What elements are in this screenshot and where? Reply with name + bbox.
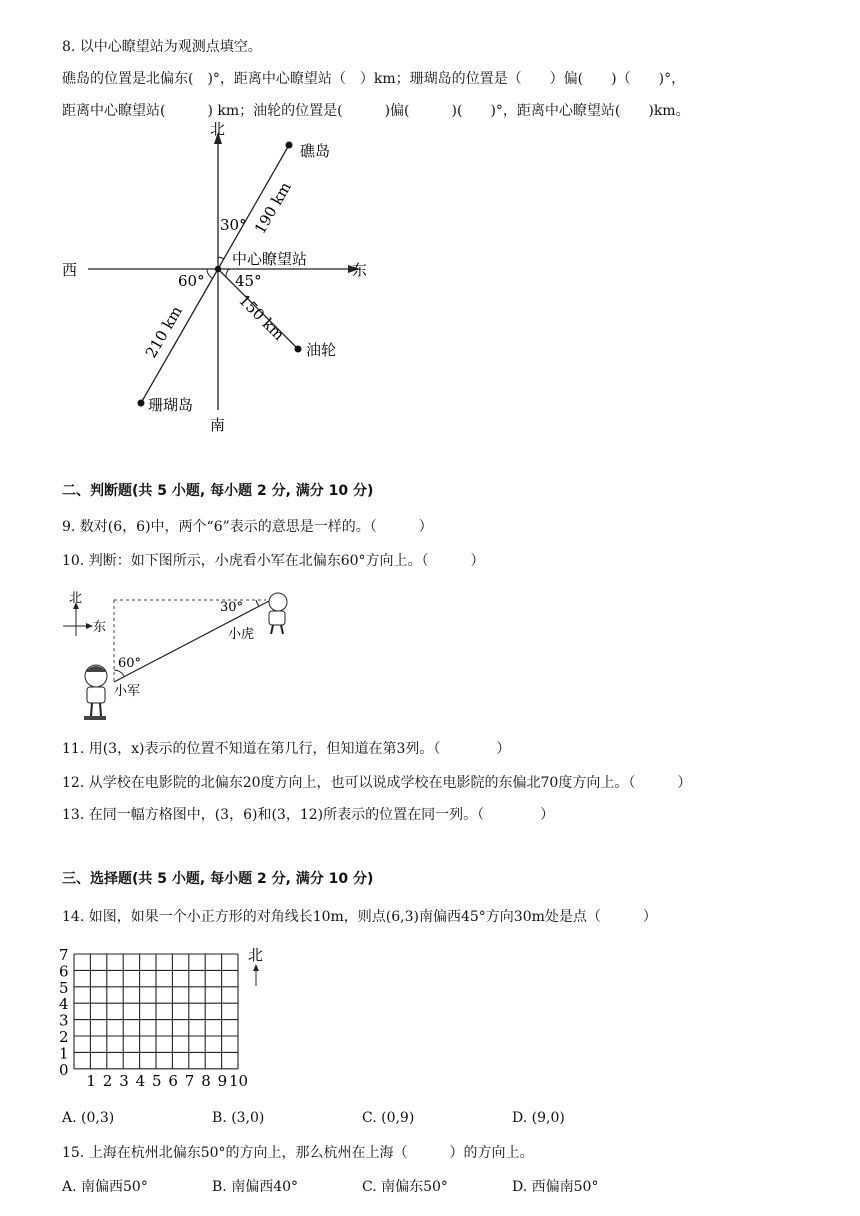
coral-point	[138, 400, 145, 407]
q8-title: 8. 以中心瞭望站为观测点填空。	[62, 39, 262, 55]
section2-heading: 二、判断题(共 5 小题, 每小题 2 分, 满分 10 分)	[62, 483, 374, 499]
xiaojun-label: 小军	[114, 684, 141, 699]
q15: 15. 上海在杭州北偏东50°的方向上，那么杭州在上海（ ）的方向上。	[62, 1145, 534, 1161]
xiaohu-label: 小虎	[228, 627, 255, 642]
center-point	[215, 266, 221, 272]
grid-x-label: 3	[119, 1071, 129, 1090]
q14: 14. 如图，如果一个小正方形的对角线长10m，则点(6,3)南偏西45°方向30m处是点（ ）	[62, 909, 657, 925]
grid-x-label: 1	[86, 1071, 96, 1090]
label-reef-distance: 190 km	[250, 178, 295, 237]
q8-line1: 礁岛的位置是北偏东( )°，距离中心瞭望站（ ）km；珊瑚岛的位置是（ ）偏( )（ )°，	[62, 71, 686, 87]
grid-y-label: 2	[59, 1028, 69, 1046]
grid-y-label: 6	[59, 962, 69, 981]
q14-option-d[interactable]: D. (9,0)	[512, 1110, 565, 1126]
grid-x-label: 10	[229, 1071, 249, 1090]
grid-y-label: 7	[59, 946, 69, 964]
grid-x-label: 5	[152, 1071, 162, 1090]
grid-x-label: 4	[135, 1071, 146, 1090]
q12: 12. 从学校在电影院的北偏东20度方向上，也可以说成学校在电影院的东偏北70度方向上。（ ）	[62, 775, 692, 791]
label-angle-45: 45°	[235, 272, 262, 290]
grid-y-label: 1	[59, 1044, 69, 1063]
label-south: 南	[210, 416, 226, 434]
compass-east-label: 东	[93, 620, 107, 635]
q10-figure	[56, 590, 306, 730]
grid-north-label: 北	[248, 946, 264, 964]
q13: 13. 在同一幅方格图中，(3，6)和(3，12)所表示的位置在同一列。（ ）	[62, 807, 555, 823]
grid-y-label: 0	[59, 1060, 69, 1079]
label-coral-distance: 210 km	[141, 302, 186, 361]
angle-60-label: 60°	[118, 656, 142, 671]
label-angle-60: 60°	[178, 272, 205, 290]
q14-option-c[interactable]: C. (0,9)	[362, 1110, 415, 1126]
grid-lines	[74, 954, 238, 1069]
q15-option-a[interactable]: A. 南偏西50°	[62, 1179, 148, 1195]
angle-30-label: 30°	[220, 600, 244, 615]
arc-60	[207, 269, 212, 278]
grid-x-label: 9	[217, 1071, 228, 1090]
label-angle-30: 30°	[220, 216, 247, 234]
q8-direction-diagram	[50, 118, 380, 440]
q10: 10. 判断：如下图所示，小虎看小军在北偏东60°方向上。（ ）	[62, 553, 485, 569]
grid-y-label: 4	[59, 995, 69, 1014]
label-reef: 礁岛	[300, 142, 331, 160]
q9: 9. 数对(6，6)中，两个“6”表示的意思是一样的。（ ）	[62, 519, 433, 535]
label-ship: 油轮	[306, 341, 337, 359]
label-center: 中心瞭望站	[232, 250, 308, 268]
grid-x-label: 6	[168, 1071, 178, 1090]
grid-y-label: 3	[59, 1011, 69, 1030]
grid-y-labels	[59, 946, 69, 1079]
xiaojun-figure	[84, 665, 107, 720]
ship-point	[295, 346, 302, 353]
label-west: 西	[62, 261, 78, 279]
q14-grid-figure	[56, 942, 286, 1092]
grid-x-label: 8	[201, 1071, 211, 1090]
q14-option-b[interactable]: B. (3,0)	[212, 1110, 265, 1126]
q8-line2: 距离中心瞭望站( ) km；油轮的位置是( )偏( )( )°，距离中心瞭望站( )km。	[62, 103, 690, 119]
label-ship-distance: 150 km	[235, 291, 289, 344]
label-east: 东	[352, 261, 368, 279]
label-north: 北	[210, 120, 226, 138]
q15-option-b[interactable]: B. 南偏西40°	[212, 1179, 299, 1195]
q11: 11. 用(3，x)表示的位置不知道在第几行，但知道在第3列。（ ）	[62, 741, 511, 757]
q14-option-a[interactable]: A. (0,3)	[62, 1110, 115, 1126]
label-coral: 珊瑚岛	[148, 396, 194, 414]
arc-45	[226, 269, 229, 277]
grid-y-label: 5	[59, 978, 69, 997]
q15-option-d[interactable]: D. 西偏南50°	[512, 1179, 599, 1195]
grid-x-label: 7	[184, 1071, 195, 1090]
q15-option-c[interactable]: C. 南偏东50°	[362, 1179, 448, 1195]
grid-x-labels	[86, 1072, 248, 1090]
reef-point	[286, 142, 293, 149]
xiaohu-figure	[269, 593, 287, 634]
section3-heading: 三、选择题(共 5 小题, 每小题 2 分, 满分 10 分)	[62, 871, 374, 887]
grid-x-label: 2	[102, 1071, 113, 1090]
compass-north-label: 北	[69, 591, 83, 606]
arc-30	[218, 257, 224, 259]
